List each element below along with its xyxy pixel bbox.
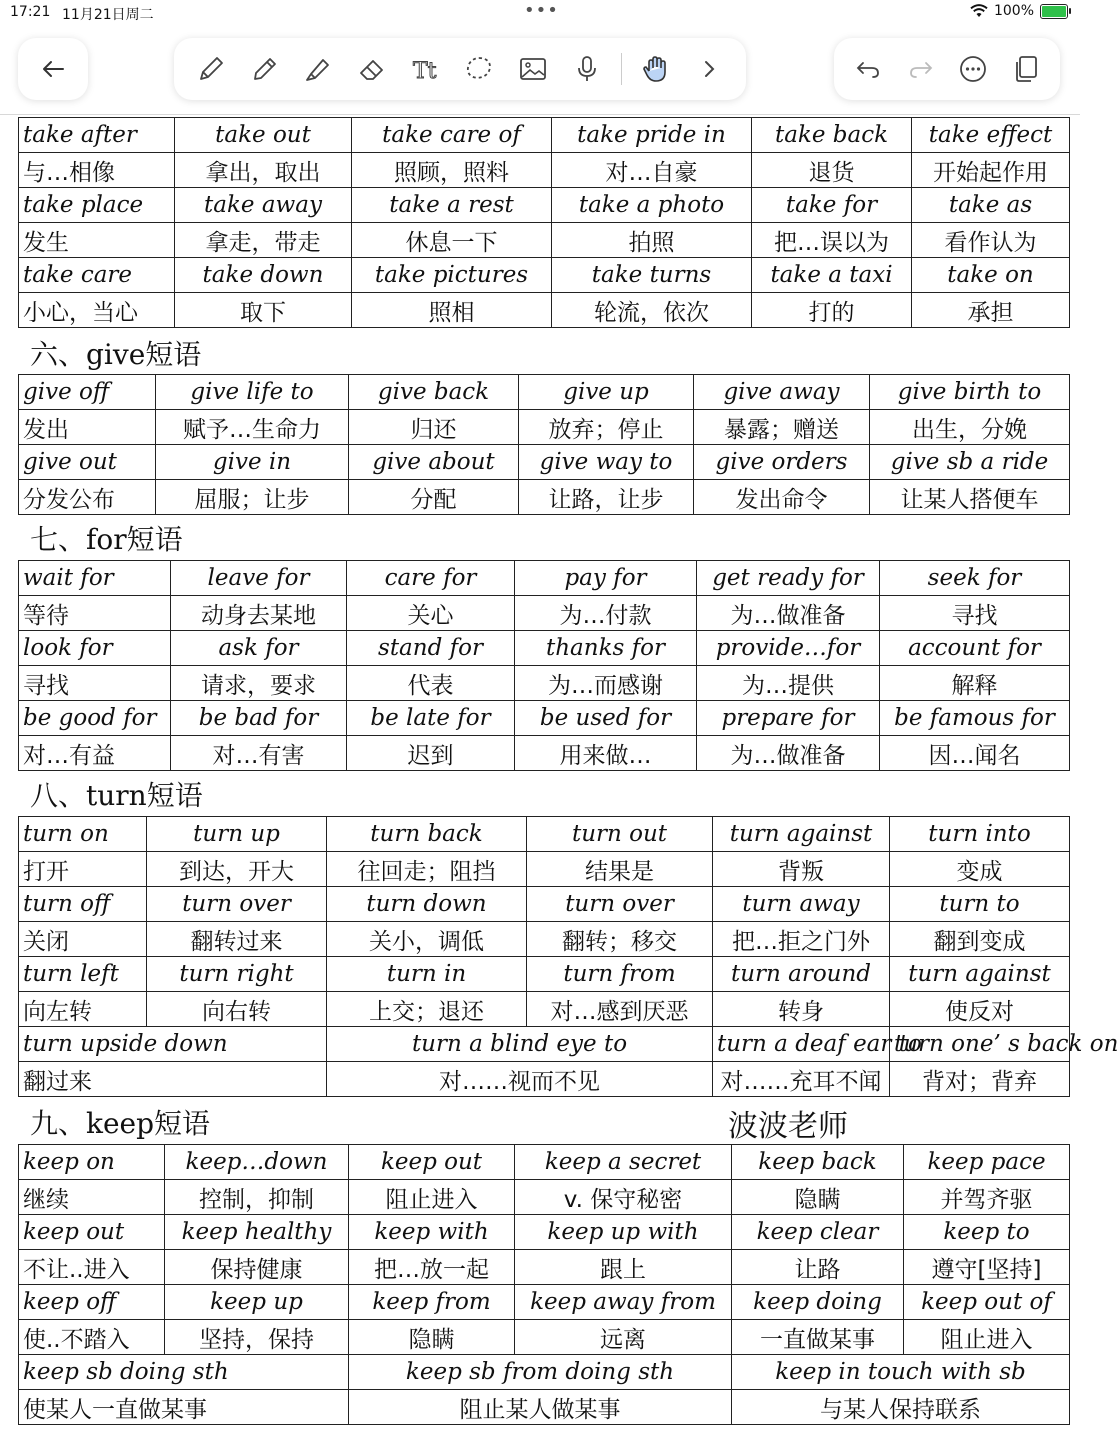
table-cell: keep up with — [515, 1215, 732, 1250]
table-cell: turn over — [147, 887, 327, 922]
pen-icon[interactable] — [191, 49, 231, 89]
table-cell: 请求，要求 — [171, 666, 347, 701]
table-cell: turn into — [890, 817, 1070, 852]
table-cell: take care of — [352, 118, 552, 153]
table-cell: turn in — [327, 957, 527, 992]
table-cell: 翻转过来 — [147, 922, 327, 957]
table-cell: 让路 — [732, 1250, 904, 1285]
table-cell: 放弃；停止 — [519, 410, 694, 445]
table-cell: be bad for — [171, 701, 347, 736]
meaning-row — [19, 1320, 1070, 1355]
table-cell: 用来做… — [515, 736, 697, 771]
table-cell: take a photo — [552, 188, 752, 223]
table-cell: 打开 — [19, 852, 147, 887]
table-cell: take effect — [912, 118, 1070, 153]
table-cell: be famous for — [880, 701, 1070, 736]
table-cell: turn back — [327, 817, 527, 852]
table-cell: keep out — [349, 1145, 515, 1180]
phrase-row — [19, 631, 1070, 666]
eraser-icon[interactable] — [352, 49, 392, 89]
battery-percent: 100% — [993, 3, 1034, 19]
table-cell: keep to — [904, 1215, 1070, 1250]
table-cell: 对…感到厌恶 — [527, 992, 713, 1027]
table-cell: thanks for — [515, 631, 697, 666]
table-cell: 向右转 — [147, 992, 327, 1027]
table-cell: give in — [156, 445, 349, 480]
meaning-row — [19, 596, 1070, 631]
more-icon[interactable] — [953, 49, 993, 89]
keep-section-heading: 九、keep短语 — [30, 1107, 211, 1140]
lasso-icon[interactable] — [459, 49, 499, 89]
table-cell: take down — [175, 258, 352, 293]
table-cell: take for — [752, 188, 912, 223]
table-cell: 并驾齐驱 — [904, 1180, 1070, 1215]
table-cell: keep off — [19, 1285, 165, 1320]
table-cell: keep up — [165, 1285, 349, 1320]
table-cell: keep from — [349, 1285, 515, 1320]
microphone-icon[interactable] — [567, 49, 607, 89]
meaning-row — [19, 992, 1070, 1027]
table-cell: take back — [752, 118, 912, 153]
table-cell: 远离 — [515, 1320, 732, 1355]
table-cell: keep in touch with sb — [732, 1355, 1070, 1390]
phrase-row — [19, 1215, 1070, 1250]
table-cell: keep pace — [904, 1145, 1070, 1180]
table-cell: 等待 — [19, 596, 171, 631]
meaning-row — [19, 852, 1070, 887]
table-cell: 代表 — [347, 666, 515, 701]
table-cell: provide…for — [697, 631, 880, 666]
table-cell: give way to — [519, 445, 694, 480]
table-cell: give off — [19, 375, 156, 410]
table-cell: 保持健康 — [165, 1250, 349, 1285]
status-time: 17:21 — [10, 4, 51, 20]
table-cell: 背对；背弃 — [890, 1062, 1070, 1097]
table-cell: 阻止某人做某事 — [349, 1390, 732, 1425]
meaning-row — [19, 293, 1070, 328]
table-cell: 控制，抑制 — [165, 1180, 349, 1215]
table-cell: account for — [880, 631, 1070, 666]
redo-icon[interactable] — [901, 49, 941, 89]
table-cell: turn out — [527, 817, 713, 852]
table-cell: keep…down — [165, 1145, 349, 1180]
table-cell: 一直做某事 — [732, 1320, 904, 1355]
table-cell: 变成 — [890, 852, 1070, 887]
table-cell: 归还 — [349, 410, 519, 445]
table-cell: look for — [19, 631, 171, 666]
table-cell: v. 保守秘密 — [515, 1180, 732, 1215]
phrase-row — [19, 701, 1070, 736]
table-cell: seek for — [880, 561, 1070, 596]
status-bar — [0, 0, 1080, 26]
table-cell: turn around — [713, 957, 890, 992]
table-cell: give away — [694, 375, 870, 410]
table-cell: 开始起作用 — [912, 153, 1070, 188]
table-cell: take care — [19, 258, 175, 293]
table-cell: 使反对 — [890, 992, 1070, 1027]
table-cell: 把…放一起 — [349, 1250, 515, 1285]
meaning-row — [19, 1180, 1070, 1215]
table-cell: take on — [912, 258, 1070, 293]
table-cell: 关心 — [347, 596, 515, 631]
table-cell: give sb a ride — [870, 445, 1070, 480]
table-cell: take pride in — [552, 118, 752, 153]
turn-phrase-table — [18, 816, 1118, 1097]
phrase-row — [19, 887, 1070, 922]
table-cell: 因…闻名 — [880, 736, 1070, 771]
table-cell: 使某人一直做某事 — [19, 1390, 349, 1425]
table-cell: 坚持，保持 — [165, 1320, 349, 1355]
give-section-heading: 六、give短语 — [30, 338, 202, 371]
table-cell: 向左转 — [19, 992, 147, 1027]
table-cell: 休息一下 — [352, 223, 552, 258]
table-cell: give about — [349, 445, 519, 480]
phrase-row — [19, 118, 1070, 153]
table-cell: 暴露；赠送 — [694, 410, 870, 445]
wifi-icon — [970, 4, 988, 18]
table-cell: 关小，调低 — [327, 922, 527, 957]
table-cell: 对…有益 — [19, 736, 171, 771]
give-phrase-table — [18, 374, 1070, 515]
table-cell: 迟到 — [347, 736, 515, 771]
phrase-row — [19, 561, 1070, 596]
table-cell: 拍照 — [552, 223, 752, 258]
table-cell: turn up — [147, 817, 327, 852]
table-cell: give life to — [156, 375, 349, 410]
table-cell: 与…相像 — [19, 153, 175, 188]
table-cell: take after — [19, 118, 175, 153]
table-cell: 把…误以为 — [752, 223, 912, 258]
table-cell: keep sb doing sth — [19, 1355, 349, 1390]
table-cell: 寻找 — [19, 666, 171, 701]
phrase-row — [19, 375, 1070, 410]
table-cell: 结果是 — [527, 852, 713, 887]
table-cell: 把…拒之门外 — [713, 922, 890, 957]
table-cell: ask for — [171, 631, 347, 666]
table-cell: take out — [175, 118, 352, 153]
phrase-row — [19, 1285, 1070, 1320]
table-cell: 到达，开大 — [147, 852, 327, 887]
table-cell: turn away — [713, 887, 890, 922]
table-cell: 为…做准备 — [697, 736, 880, 771]
table-cell: 寻找 — [880, 596, 1070, 631]
table-cell: 拿走，带走 — [175, 223, 352, 258]
table-cell: turn to — [890, 887, 1070, 922]
table-cell: keep out — [19, 1215, 165, 1250]
table-cell: get ready for — [697, 561, 880, 596]
table-cell: 背叛 — [713, 852, 890, 887]
table-cell: be used for — [515, 701, 697, 736]
table-cell: turn one’ s back on — [890, 1027, 1070, 1062]
table-cell: give birth to — [870, 375, 1070, 410]
phrase-row — [19, 1145, 1070, 1180]
table-cell: keep clear — [732, 1215, 904, 1250]
table-cell: give orders — [694, 445, 870, 480]
meaning-row — [19, 410, 1070, 445]
phrase-row — [19, 817, 1070, 852]
meaning-row — [19, 223, 1070, 258]
chevron-right-icon[interactable] — [689, 49, 729, 89]
table-cell: 发出命令 — [694, 480, 870, 515]
table-cell: 承担 — [912, 293, 1070, 328]
text-icon[interactable] — [406, 49, 446, 89]
keep-phrase-table — [18, 1144, 1070, 1425]
table-cell: turn upside down — [19, 1027, 327, 1062]
table-cell: 发出 — [19, 410, 156, 445]
table-cell: wait for — [19, 561, 171, 596]
table-cell: turn against — [890, 957, 1070, 992]
back-toolbar — [18, 38, 88, 100]
table-cell: turn against — [713, 817, 890, 852]
table-cell: 阻止进入 — [349, 1180, 515, 1215]
pencil-icon[interactable] — [245, 49, 285, 89]
table-cell: keep on — [19, 1145, 165, 1180]
table-cell: keep out of — [904, 1285, 1070, 1320]
phrase-row — [19, 258, 1070, 293]
table-cell: 分配 — [349, 480, 519, 515]
table-cell: 翻到变成 — [890, 922, 1070, 957]
meaning-row — [19, 480, 1070, 515]
table-cell: 打的 — [752, 293, 912, 328]
table-cell: 为…提供 — [697, 666, 880, 701]
meaning-row — [19, 1250, 1070, 1285]
table-cell: 对……视而不见 — [327, 1062, 713, 1097]
multitask-dots-icon[interactable]: ••• — [524, 0, 559, 21]
table-cell: 上交；退还 — [327, 992, 527, 1027]
table-cell: 对……充耳不闻 — [713, 1062, 890, 1097]
table-cell: keep sb from doing sth — [349, 1355, 732, 1390]
pages-icon[interactable] — [1006, 49, 1046, 89]
toolbar-divider — [621, 53, 622, 85]
table-cell: turn on — [19, 817, 147, 852]
table-cell: 看作认为 — [912, 223, 1070, 258]
table-cell: 遵守[坚持] — [904, 1250, 1070, 1285]
table-cell: take pictures — [352, 258, 552, 293]
table-cell: 出生，分娩 — [870, 410, 1070, 445]
table-cell: give up — [519, 375, 694, 410]
table-cell: 照顾，照料 — [352, 153, 552, 188]
table-cell: 关闭 — [19, 922, 147, 957]
table-cell: 取下 — [175, 293, 352, 328]
meaning-row — [19, 666, 1070, 701]
table-cell: 发生 — [19, 223, 175, 258]
table-cell: 为…而感谢 — [515, 666, 697, 701]
table-cell: turn left — [19, 957, 147, 992]
table-cell: take turns — [552, 258, 752, 293]
table-cell: 小心，当心 — [19, 293, 175, 328]
table-cell: 照相 — [352, 293, 552, 328]
table-cell: leave for — [171, 561, 347, 596]
table-cell: be good for — [19, 701, 171, 736]
table-cell: keep with — [349, 1215, 515, 1250]
take-phrase-table — [18, 117, 1070, 328]
table-cell: care for — [347, 561, 515, 596]
table-cell: 让某人搭便车 — [870, 480, 1070, 515]
table-cell: 翻转；移交 — [527, 922, 713, 957]
table-cell: 往回走；阻挡 — [327, 852, 527, 887]
table-cell: turn down — [327, 887, 527, 922]
table-cell: stand for — [347, 631, 515, 666]
table-cell: 退货 — [752, 153, 912, 188]
teacher-signature: 波波老师 — [728, 1109, 848, 1144]
table-cell: keep away from — [515, 1285, 732, 1320]
table-cell: 隐瞒 — [732, 1180, 904, 1215]
table-cell: 对…有害 — [171, 736, 347, 771]
meaning-row — [19, 736, 1070, 771]
highlighter-icon[interactable] — [298, 49, 338, 89]
status-date: 11月21日周二 — [62, 7, 154, 23]
table-cell: 与某人保持联系 — [732, 1390, 1070, 1425]
phrase-row — [19, 188, 1070, 223]
table-cell: 让路，让步 — [519, 480, 694, 515]
right-toolbar — [834, 38, 1060, 100]
table-cell: 轮流，依次 — [552, 293, 752, 328]
table-cell: 不让..进入 — [19, 1250, 165, 1285]
hand-icon[interactable] — [635, 49, 675, 89]
table-cell: keep back — [732, 1145, 904, 1180]
table-cell: take a taxi — [752, 258, 912, 293]
table-cell: keep healthy — [165, 1215, 349, 1250]
table-cell: turn right — [147, 957, 327, 992]
table-cell: prepare for — [697, 701, 880, 736]
table-cell: take place — [19, 188, 175, 223]
arrow-left-icon[interactable] — [33, 49, 73, 89]
table-cell: 隐瞒 — [349, 1320, 515, 1355]
meaning-row — [19, 922, 1070, 957]
table-cell: 翻过来 — [19, 1062, 327, 1097]
table-cell: 继续 — [19, 1180, 165, 1215]
for-section-heading: 七、for短语 — [30, 523, 183, 556]
toolbar-divider-line — [0, 114, 1080, 115]
table-cell: 对…自豪 — [552, 153, 752, 188]
meaning-row — [19, 153, 1070, 188]
table-cell: 解释 — [880, 666, 1070, 701]
for-phrase-table — [18, 560, 1070, 771]
table-cell: 屈服；让步 — [156, 480, 349, 515]
undo-icon[interactable] — [848, 49, 888, 89]
table-cell: 阻止进入 — [904, 1320, 1070, 1355]
turn-section-heading: 八、turn短语 — [30, 779, 203, 812]
tools-toolbar — [174, 38, 746, 100]
table-cell: 为…做准备 — [697, 596, 880, 631]
svg-text:Tt: Tt — [412, 59, 437, 84]
table-cell: turn a deaf ear to — [713, 1027, 890, 1062]
battery-icon — [1040, 4, 1068, 19]
table-cell: 使..不踏入 — [19, 1320, 165, 1355]
table-cell: 为…付款 — [515, 596, 697, 631]
table-cell: keep a secret — [515, 1145, 732, 1180]
table-cell: 转身 — [713, 992, 890, 1027]
table-cell: keep doing — [732, 1285, 904, 1320]
table-cell: take away — [175, 188, 352, 223]
table-cell: 分发公布 — [19, 480, 156, 515]
table-cell: 拿出，取出 — [175, 153, 352, 188]
table-cell: pay for — [515, 561, 697, 596]
table-cell: turn a blind eye to — [327, 1027, 713, 1062]
table-cell: give out — [19, 445, 156, 480]
table-cell: turn over — [527, 887, 713, 922]
table-cell: 赋予…生命力 — [156, 410, 349, 445]
table-cell: 跟上 — [515, 1250, 732, 1285]
table-cell: 动身去某地 — [171, 596, 347, 631]
phrase-row — [19, 445, 1070, 480]
table-cell: take a rest — [352, 188, 552, 223]
table-cell: turn from — [527, 957, 713, 992]
table-cell: turn off — [19, 887, 147, 922]
phrase-row — [19, 957, 1070, 992]
table-cell: take as — [912, 188, 1070, 223]
table-cell: be late for — [347, 701, 515, 736]
table-cell: give back — [349, 375, 519, 410]
image-icon[interactable] — [513, 49, 553, 89]
